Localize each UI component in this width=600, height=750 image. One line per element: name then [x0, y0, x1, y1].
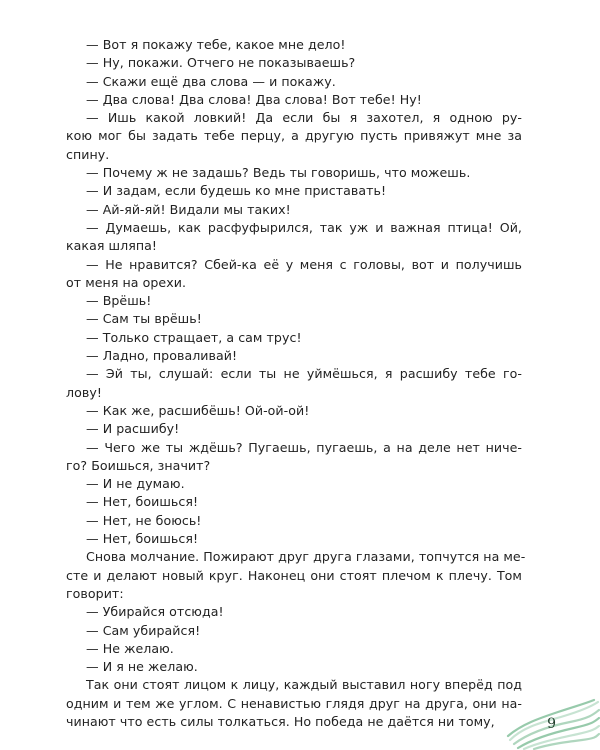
paragraph — [66, 256, 522, 293]
paragraph — [66, 347, 522, 365]
paragraph — [66, 54, 522, 72]
text-line: чинают что есть силы толкаться. Но победа не даётся ни тому, — [66, 713, 495, 729]
text-line: — Нет, боишься! — [86, 494, 199, 510]
text-line: — Думаешь, как расфуфырился, так уж и важная птица! Ой, — [86, 219, 522, 235]
paragraph — [66, 512, 522, 530]
paragraph — [66, 658, 522, 676]
text-line: — Не желаю. — [86, 640, 174, 656]
paragraph — [66, 622, 522, 640]
text-line: — И не думаю. — [86, 476, 185, 492]
text-line: — Сам убирайся! — [86, 622, 201, 638]
text-line: сте и делают новый круг. Наконец они стоят плечом к плечу. Том — [66, 567, 522, 583]
text-line: — Не нравится? Сбей-ка её у меня с головы, вот и получишь — [86, 256, 522, 272]
paragraph — [66, 493, 522, 511]
paragraph — [66, 109, 522, 164]
text-line: го? Боишься, значит? — [66, 457, 211, 473]
text-line: — Скажи ещё два слова — и покажу. — [86, 73, 336, 89]
paragraph — [66, 530, 522, 548]
paragraph — [66, 310, 522, 328]
text-line: какая шляпа! — [66, 238, 157, 254]
paragraph — [66, 548, 526, 603]
text-line: — Два слова! Два слова! Два слова! Вот тебе! Ну! — [86, 91, 422, 107]
paragraph — [66, 91, 522, 109]
paragraph — [66, 329, 522, 347]
text-line: — Нет, боишься! — [86, 531, 199, 547]
text-line: от меня на орехи. — [66, 274, 186, 290]
ornament-stroke — [524, 726, 599, 749]
paragraph — [66, 640, 522, 658]
text-line: — Эй ты, слушай: если ты не уймёшься, я расшибу тебе го- — [86, 366, 522, 382]
paragraph — [66, 219, 522, 256]
paragraph — [66, 73, 522, 91]
text-line: — Как же, расшибёшь! Ой-ой-ой! — [86, 402, 310, 418]
text-line: — Вот я покажу тебе, какое мне дело! — [86, 37, 346, 52]
text-line: спину. — [66, 146, 110, 162]
body-text — [66, 36, 526, 731]
text-line: — Только стращает, а сам трус! — [86, 329, 302, 345]
page-number: 9 — [547, 716, 556, 732]
text-line: — И я не желаю. — [86, 659, 198, 675]
text-line: — Чего же ты ждёшь? Пугаешь, пугаешь, а на деле нет ниче- — [86, 439, 522, 455]
text-line: — Сам ты врёшь! — [86, 311, 202, 327]
paragraph — [66, 36, 522, 54]
text-line: говорит: — [66, 585, 124, 601]
paragraph — [66, 676, 522, 731]
text-line: — И расшибу! — [86, 421, 180, 437]
text-line: кою мог бы задать тебе перцу, а другую пусть привяжут мне за — [66, 128, 522, 144]
text-line: одним и тем же углом. С ненавистью глядя друг на друга, они на- — [66, 695, 522, 711]
paragraph — [66, 475, 522, 493]
paragraph — [66, 365, 522, 402]
text-line: — Убирайся отсюда! — [86, 604, 224, 620]
text-line: — Ишь какой ловкий! Да если бы я захотел, я одною ру- — [86, 110, 522, 126]
paragraph — [66, 182, 522, 200]
paragraph — [66, 402, 522, 420]
text-line: — Ладно, проваливай! — [86, 348, 238, 364]
paragraph — [66, 439, 522, 476]
text-line: — Ай-яй-яй! Видали мы таких! — [86, 201, 291, 217]
text-line: — Врёшь! — [86, 293, 152, 309]
text-line: — Почему ж не задашь? Ведь ты говоришь, что можешь. — [86, 165, 471, 181]
text-line: — Нет, не боюсь! — [86, 512, 202, 528]
text-line: Так они стоят лицом к лицу, каждый выставил ногу вперёд под — [86, 677, 522, 693]
paragraph — [66, 603, 522, 621]
text-line: лову! — [66, 384, 102, 400]
paragraph — [66, 164, 522, 182]
paragraph — [66, 292, 522, 310]
text-line: — И задам, если будешь ко мне приставать! — [86, 183, 387, 199]
text-line: — Ну, покажи. Отчего не показываешь? — [86, 55, 356, 71]
paragraph — [66, 201, 522, 219]
text-line: Снова молчание. Пожирают друг друга глазами, топчутся на ме- — [86, 549, 526, 565]
paragraph — [66, 420, 522, 438]
